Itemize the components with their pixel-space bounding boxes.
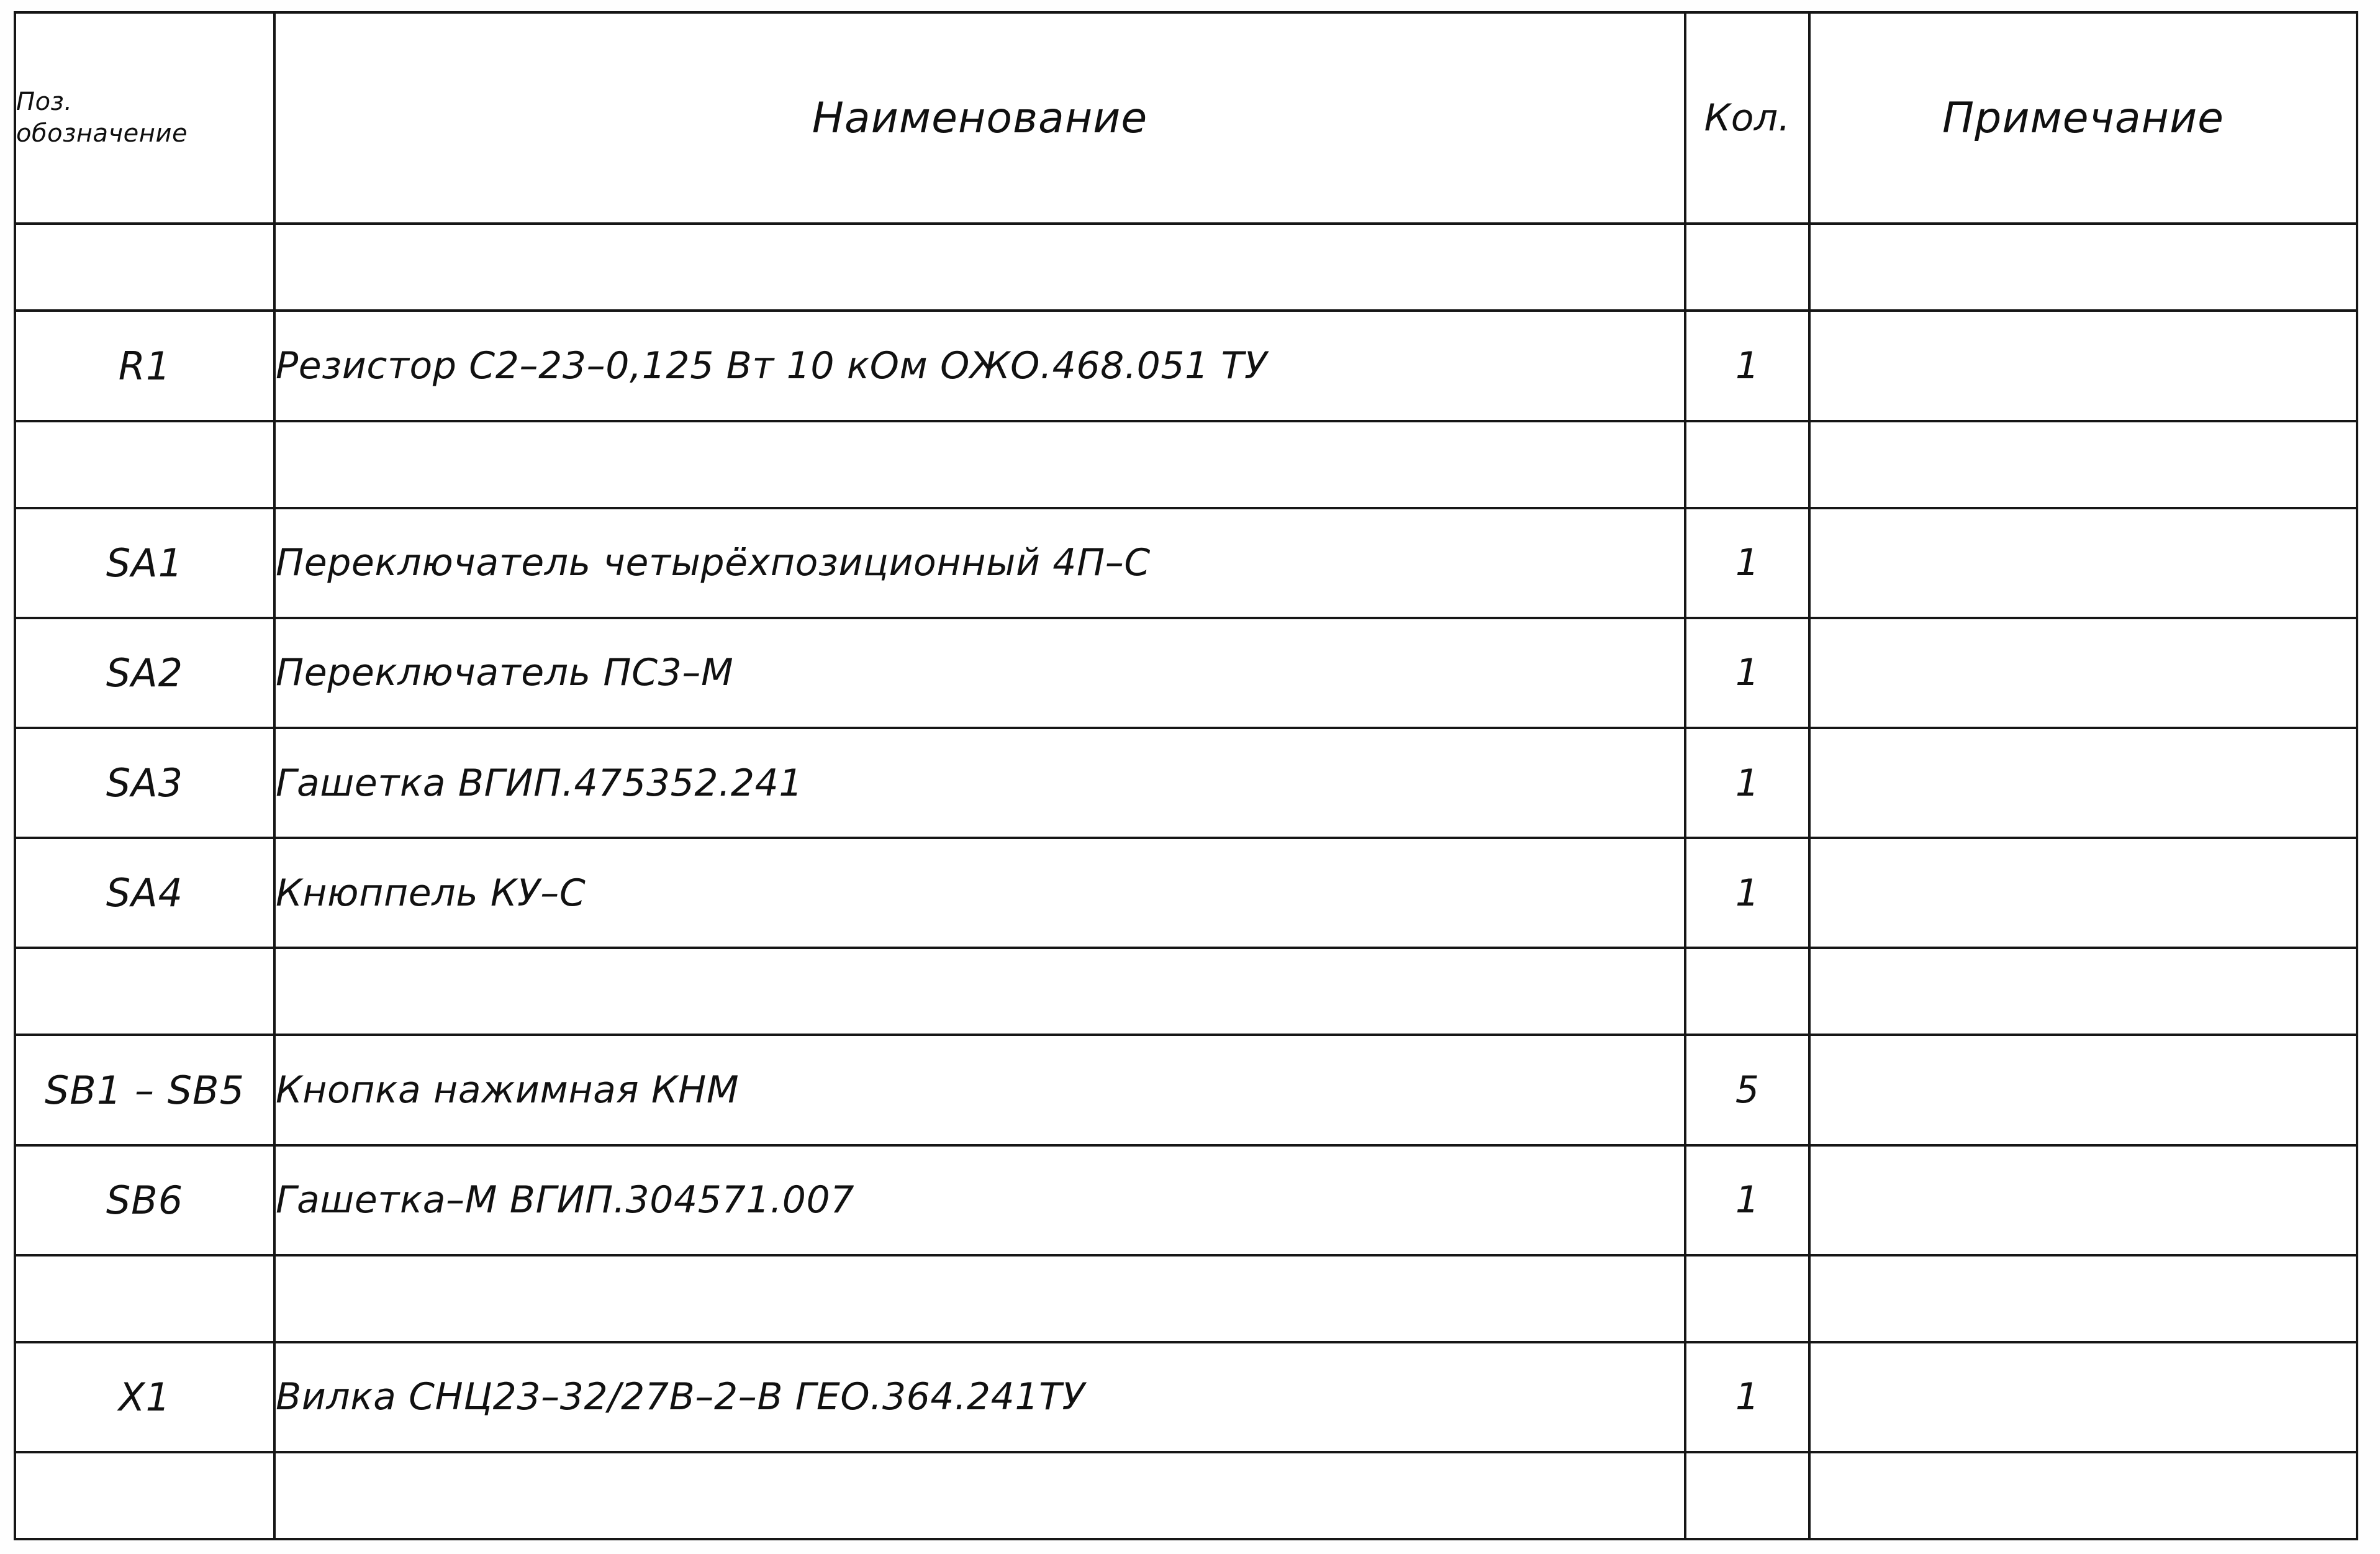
specification-table (14, 11, 2358, 1540)
cell-position: SA1 (15, 508, 274, 618)
cell-quantity: 1 (1685, 728, 1809, 838)
cell-note (1809, 1342, 2357, 1452)
table-spacer-row (15, 421, 2357, 508)
cell-note (1809, 224, 2357, 311)
column-header-position-line1: Поз. (16, 88, 73, 117)
cell-name: Кнопка нажимная КНМ (274, 1035, 1685, 1145)
column-header-name: Наименование (274, 12, 1685, 224)
cell-note (1809, 728, 2357, 838)
cell-note (1809, 1145, 2357, 1255)
cell-quantity: 1 (1685, 508, 1809, 618)
cell-name (274, 948, 1685, 1035)
cell-position (15, 224, 274, 311)
table-spacer-row (15, 224, 2357, 311)
cell-quantity (1685, 1255, 1809, 1342)
table-row (15, 1145, 2357, 1255)
cell-name: Кнюппель КУ–С (274, 838, 1685, 948)
cell-note (1809, 508, 2357, 618)
table-row (15, 311, 2357, 420)
cell-position: X1 (15, 1342, 274, 1452)
cell-note (1809, 421, 2357, 508)
cell-position: SA4 (15, 838, 274, 948)
cell-note (1809, 838, 2357, 948)
table-header-row (15, 12, 2357, 224)
cell-quantity (1685, 948, 1809, 1035)
table-spacer-row (15, 948, 2357, 1035)
cell-name: Переключатель четырёхпозиционный 4П–С (274, 508, 1685, 618)
cell-position: SA2 (15, 618, 274, 728)
cell-position: SA3 (15, 728, 274, 838)
table-row (15, 1035, 2357, 1145)
column-header-position-line2: обозначение (16, 119, 188, 148)
cell-note (1809, 1035, 2357, 1145)
cell-name (274, 1452, 1685, 1539)
column-header-position (15, 12, 274, 224)
cell-note (1809, 311, 2357, 420)
column-header-note: Примечание (1809, 12, 2357, 224)
table-row (15, 618, 2357, 728)
table-row (15, 508, 2357, 618)
cell-quantity: 1 (1685, 1342, 1809, 1452)
cell-quantity: 1 (1685, 838, 1809, 948)
cell-quantity: 5 (1685, 1035, 1809, 1145)
cell-position: R1 (15, 311, 274, 420)
cell-quantity (1685, 224, 1809, 311)
table-row (15, 728, 2357, 838)
cell-note (1809, 1452, 2357, 1539)
cell-name (274, 1255, 1685, 1342)
cell-position (15, 1255, 274, 1342)
table-row (15, 838, 2357, 948)
cell-name (274, 421, 1685, 508)
cell-name: Вилка СНЦ23–32/27В–2–В ГЕО.364.241ТУ (274, 1342, 1685, 1452)
cell-name: Гашетка ВГИП.475352.241 (274, 728, 1685, 838)
table-spacer-row (15, 1255, 2357, 1342)
column-header-quantity: Кол. (1685, 12, 1809, 224)
cell-position (15, 948, 274, 1035)
cell-quantity: 1 (1685, 1145, 1809, 1255)
cell-position (15, 1452, 274, 1539)
cell-position: SB6 (15, 1145, 274, 1255)
cell-position (15, 421, 274, 508)
cell-position: SB1 – SB5 (15, 1035, 274, 1145)
cell-quantity (1685, 1452, 1809, 1539)
cell-note (1809, 948, 2357, 1035)
cell-note (1809, 1255, 2357, 1342)
cell-name: Резистор С2–23–0,125 Вт 10 кОм ОЖО.468.051 ТУ (274, 311, 1685, 420)
cell-name: Гашетка–М ВГИП.304571.007 (274, 1145, 1685, 1255)
cell-quantity (1685, 421, 1809, 508)
cell-name: Переключатель ПС3–М (274, 618, 1685, 728)
cell-quantity: 1 (1685, 311, 1809, 420)
cell-note (1809, 618, 2357, 728)
cell-quantity: 1 (1685, 618, 1809, 728)
cell-name (274, 224, 1685, 311)
table-row (15, 1342, 2357, 1452)
table-spacer-row (15, 1452, 2357, 1539)
